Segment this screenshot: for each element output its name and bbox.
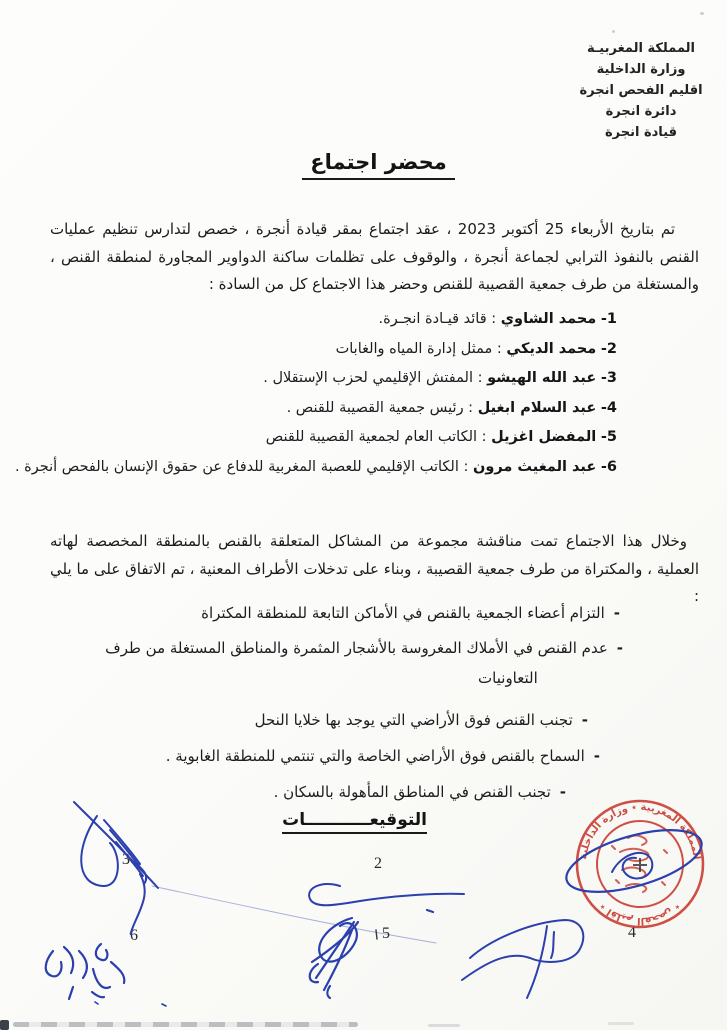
signature-4-ink — [462, 920, 583, 998]
agreement-item — [55, 777, 566, 807]
svg-text:٭ اقليم الفحص ٭ — [597, 900, 683, 926]
attendee-item — [26, 366, 617, 391]
agreements-list — [55, 598, 628, 807]
attendee-name: المفضل اغزيل — [491, 429, 597, 445]
attendee-number: 1- — [600, 311, 617, 327]
signature-5-ink — [310, 918, 377, 998]
header-line-province: اقليم الفحص انجرة — [579, 83, 703, 98]
agreement-text: تجنب القنص فوق الأراضي التي يوجد بها خلايا النحل — [254, 711, 573, 729]
attendee-number: 6- — [600, 458, 617, 475]
stamp-inner-ring — [597, 821, 683, 907]
stamp-ring-text-top: المملكة المغربية ٭ وزارة الداخلية — [578, 801, 702, 861]
attendee-number: 2- — [600, 340, 617, 357]
attendee-name: عبد المغيث مرون — [472, 458, 597, 475]
signatures-heading: التوقيعـــــــــــات — [282, 810, 427, 834]
government-header-block — [561, 38, 721, 143]
stamp-outer-ring — [577, 801, 703, 927]
attendee-number: 4- — [600, 399, 617, 416]
header-line-caidat: قيادة انجرة — [604, 125, 678, 140]
stamp-center-cross — [633, 858, 647, 872]
signature-number-6: 6 — [130, 927, 138, 944]
attendee-item — [14, 455, 617, 480]
scan-artifact-dash — [428, 1024, 460, 1027]
attendee-item — [26, 337, 617, 362]
signature-number-2: 2 — [374, 855, 382, 872]
attendee-name: محمد الديكي — [506, 340, 597, 357]
attendee-item — [26, 425, 617, 450]
attendee-item — [26, 307, 617, 332]
attendee-role: : الكاتب الإقليمي للعصبة المغربية للدفاع عن حقوق الإنسان بالفحص أنجرة . — [14, 458, 469, 475]
agreement-item — [55, 633, 623, 693]
attendee-item — [26, 396, 617, 421]
dash-bullet: - — [616, 639, 623, 657]
signature-number-5: 5 — [382, 925, 390, 942]
agreement-item — [55, 705, 588, 735]
signature-6-ink — [46, 944, 166, 1006]
discussion-paragraph: وخلال هذا الاجتماع تمت مناقشة مجموعة من المشاكل المتعلقة بالقنص بالمنطقة المخصصة لهاته العملية ، والمكتراة من طرف جمعية القصيبة ، وبناء على تدخلات الأطراف المعنية ، تم الاتفاق على ما يلي : — [50, 532, 699, 605]
page-title: محضر اجتماع — [302, 150, 454, 180]
scan-artifact-dash — [608, 1022, 634, 1025]
agreement-item — [55, 741, 600, 771]
agreement-text: تجنب القنص في المناطق المأهولة بالسكان . — [273, 783, 551, 801]
signatures-heading-wrap — [282, 810, 427, 830]
agreement-text: التزام أعضاء الجمعية بالقنص في الأماكن التابعة للمنطقة المكتراة — [201, 604, 605, 622]
attendee-name: عبد السلام ابغيل — [477, 399, 597, 416]
scan-speck — [700, 12, 704, 15]
dash-bullet: - — [613, 604, 620, 622]
header-line-district: دائرة انجرة — [605, 104, 677, 119]
attendees-list — [14, 307, 617, 484]
attendee-role: : قائد قيـادة انجـرة. — [378, 311, 497, 327]
attendee-role: : المفتش الإقليمي لحزب الإستقلال . — [263, 370, 483, 386]
signature-number-3: 3 — [122, 851, 130, 868]
agreement-text: عدم القنص في الأملاك المغروسة بالأشجار المثمرة والمناطق المستغلة من طرف التعاونيات — [105, 639, 608, 687]
signature-2-ink — [309, 884, 464, 912]
header-line-kingdom: المملكة المغربيـة — [586, 41, 696, 56]
attendee-name: محمد الشاوي — [500, 311, 597, 327]
dash-bullet: - — [593, 747, 600, 765]
header-line-ministry: وزارة الداخلية — [596, 62, 686, 77]
scan-speck — [612, 30, 615, 33]
dash-bullet: - — [559, 783, 566, 801]
attendee-role: : رئيس جمعية القصيبة للقنص . — [286, 399, 474, 416]
attendee-name: عبد الله الهيشو — [487, 370, 597, 386]
agreement-item — [55, 598, 620, 628]
agreement-text: السماح بالقنص فوق الأراضي الخاصة والتي تنتمي للمنطقة الغابوية . — [165, 747, 585, 765]
attendee-role: : ممثل إدارة المياه والغابات — [335, 340, 502, 357]
attendee-role: : الكاتب العام لجمعية القصيبة للقنص — [265, 429, 487, 445]
scan-artifact-strip — [13, 1022, 358, 1027]
scan-artifact-corner — [0, 1020, 9, 1030]
intro-paragraph: تم بتاريخ الأربعاء 25 أكتوبر 2023 ، عقد اجتماع بمقر قيادة أنجرة ، خصص لتدارس تنظيم عمليات القنص بالنفوذ الترابي لجماعة أنجرة ، والوقوف على تظلمات ساكنة الدواوير المجاورة لمنطقة القنص ، والمستغلة من طرف جمعية القصيبة للقنص وحضر هذا الاجتماع كل من السادة : — [50, 220, 699, 293]
stamp-ring-text-bottom: ٭ اقليم الفحص ٭ — [597, 900, 683, 927]
stamp-signature-ink — [560, 818, 708, 905]
attendee-number: 5- — [600, 429, 617, 445]
dash-bullet: - — [581, 711, 588, 729]
signature-number-4: 4 — [628, 924, 636, 941]
stamp-center-text-marks — [612, 836, 667, 893]
title-wrap — [30, 150, 727, 180]
attendee-number: 3- — [600, 370, 617, 386]
svg-text:المملكة المغربية ٭ وزارة الداخ — [578, 802, 702, 860]
